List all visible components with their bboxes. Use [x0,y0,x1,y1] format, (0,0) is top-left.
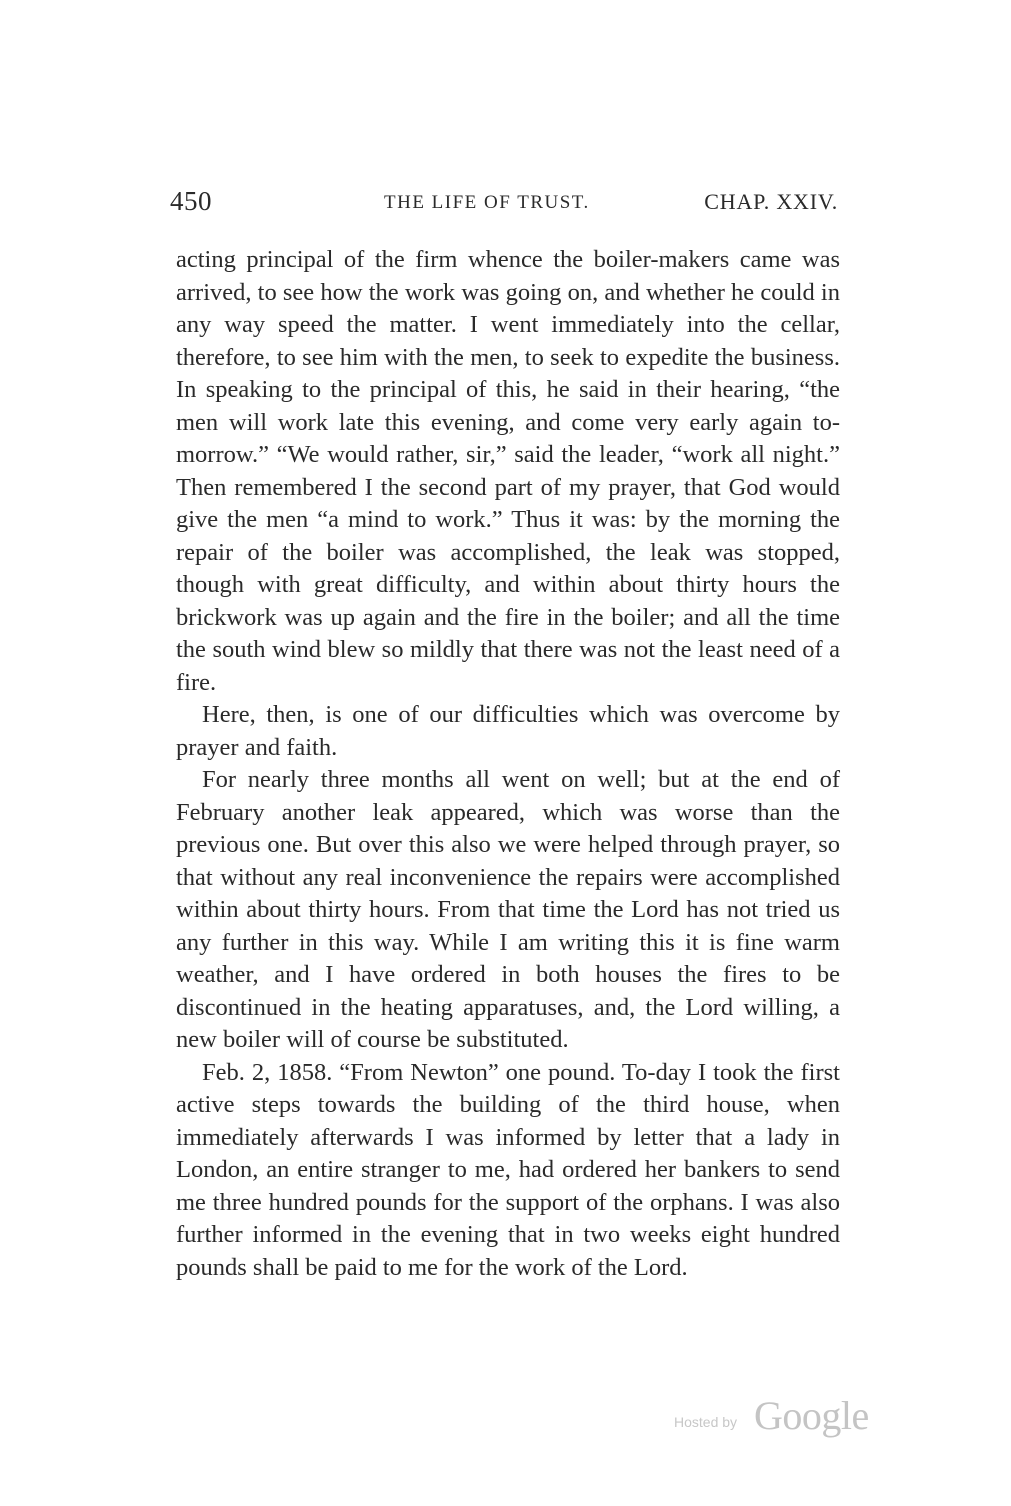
paragraph-continuation: acting principal of the firm whence the boiler-makers came was arrived, to see how the work was going on, and whether he could in any way speed the matter. I went immediately into the cellar, therefore, to see him with the men, to seek to expedite the business. In speaking to the principal of this, he said in their hearing, “the men will work late this evening, and come very early again to-morrow.” “We would rather, sir,” said the leader, “work all night.” Then remembered I the second part of my prayer, that God would give the men “a mind to work.” Thus it was: by the morning the repair of the boiler was accomplished, the leak was stopped, though with great difficulty, and within about thirty hours the brickwork was up again and the fire in the boiler; and all the time the south wind blew so mildly that there was not the least need of a fire. [176,246,840,696]
book-title: THE LIFE OF TRUST. [384,192,590,213]
paragraph-difficulties-overcome: Here, then, is one of our difficulties which was overcome by prayer and faith. [176,701,840,761]
chapter-label: CHAP. XXIV. [704,189,838,214]
page-number: 450 [170,186,212,216]
body-text [176,244,840,1284]
google-logo: Google [754,1393,869,1438]
hosted-by-google-watermark [674,1392,884,1442]
paragraph-second-leak: For nearly three months all went on well; but at the end of February another leak appeared, which was worse than the previous one. But over this also we were helped through prayer, so that without any real inconvenience the repairs were accomplished within about thirty hours. From that time the Lord has not tried us any further in this way. While I am writing this it is fine warm weather, and I have ordered in both houses the fires to be discontinued in the heating apparatuses, and, the Lord willing, a new boiler will of course be substituted. [176,766,840,1053]
running-header [170,186,838,226]
watermark-hosted-by: Hosted by [674,1414,738,1430]
paragraph-feb-1858-entry: Feb. 2, 1858. “From Newton” one pound. To-day I took the first active steps towards the building of the third house, when immediately afterwards I was informed by letter that a lady in London, an entire stranger to me, had ordered her bankers to send me three hundred pounds for the support of the orphans. I was also further informed in the evening that in two weeks eight hundred pounds shall be paid to me for the work of the Lord. [176,1058,840,1281]
